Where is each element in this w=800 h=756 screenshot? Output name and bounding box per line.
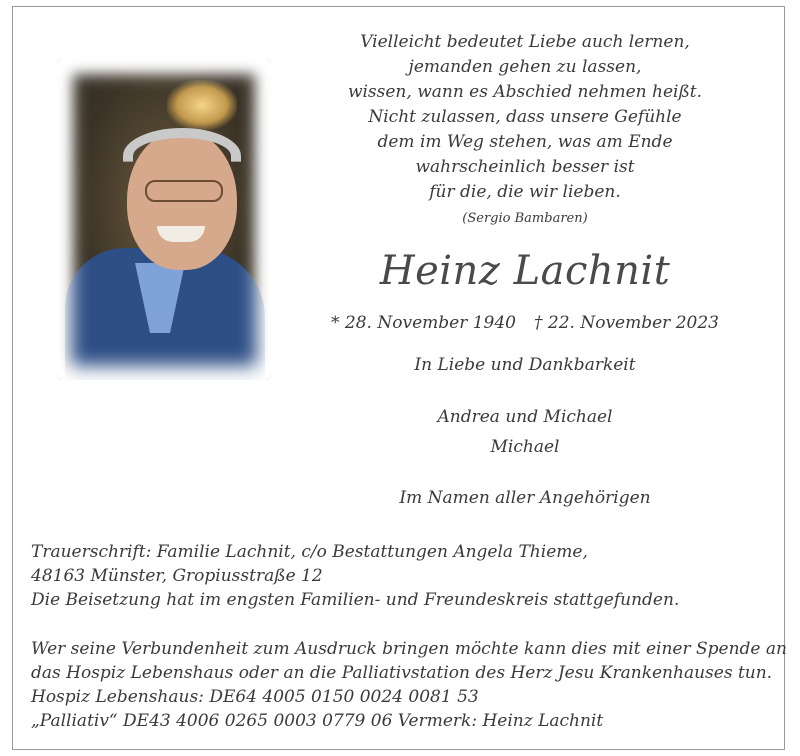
poem-line: wissen, wann es Abschied nehmen heißt. [347,82,703,102]
donation-line: das Hospiz Lebenshaus oder an die Palliativstation des Herz Jesu Krankenhauses tun. [31,663,773,683]
poem-line: Vielleicht bedeutet Liebe auch lernen, [360,32,690,52]
death-date: † 22. November 2023 [534,313,719,333]
poem-line: wahrscheinlich besser ist [415,157,635,177]
birth-date: * 28. November 1940 [331,313,516,333]
poem-line: für die, die wir lieben. [429,182,621,202]
portrait-photo [57,58,271,380]
poem-author: (Sergio Bambaren) [462,211,588,226]
address-line: Trauerschrift: Familie Lachnit, c/o Bestattungen Angela Thieme, [31,542,588,562]
poem [330,30,720,205]
donation-line: Hospiz Lebenshaus: DE64 4005 0150 0024 0081 53 [31,687,479,707]
poem-line: dem im Weg stehen, was am Ende [377,132,673,152]
life-dates [330,313,720,333]
donation-block [31,637,787,733]
address-line: Die Beisetzung hat im engsten Familien- und Freundeskreis stattgefunden. [31,590,680,610]
donation-line: Wer seine Verbundenheit zum Ausdruck bringen möchte kann dies mit einer Spende an [31,639,787,659]
donation-line: „Palliativ“ DE43 4006 0265 0003 0779 06 Vermerk: Heinz Lachnit [31,711,604,731]
poem-line: jemanden gehen zu lassen, [408,57,642,77]
address-block [31,540,679,612]
signatory: Im Namen aller Angehörigen [399,488,651,508]
dedication: In Liebe und Dankbarkeit [414,355,636,375]
deceased-name: Heinz Lachnit [379,248,671,294]
poem-line: Nicht zulassen, dass unsere Gefühle [368,107,682,127]
address-line: 48163 Münster, Gropiusstraße 12 [31,566,323,586]
signatory: Michael [490,437,560,457]
signatory: Andrea und Michael [437,407,613,427]
